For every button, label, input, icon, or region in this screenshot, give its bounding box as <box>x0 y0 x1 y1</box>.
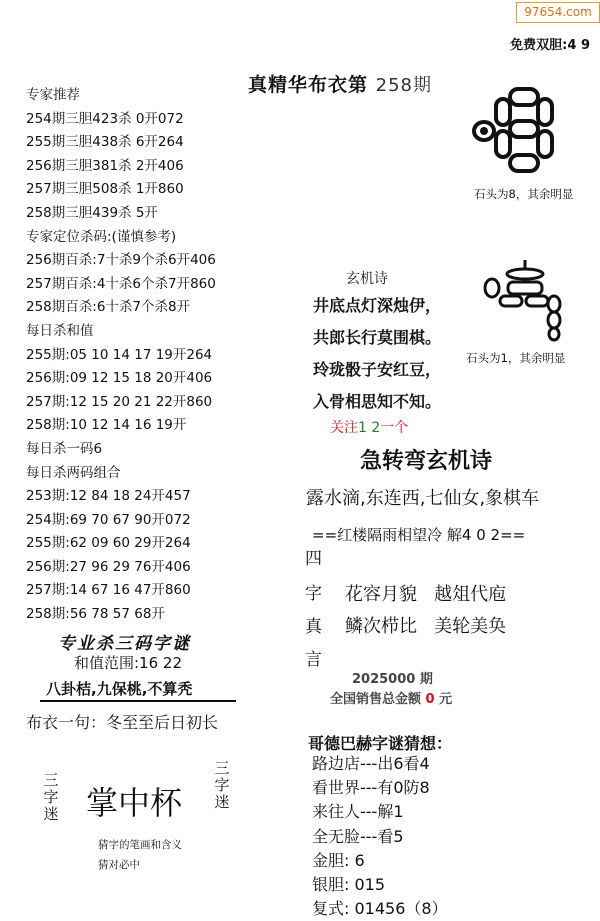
poem-lines <box>313 290 441 418</box>
four-char-row-1 <box>345 580 506 606</box>
left-line-0: 专家推荐 <box>26 87 80 103</box>
follow-post: 一个 <box>380 420 409 436</box>
sales-total <box>330 688 452 707</box>
goedel-line-6: 复式: 01456（8） <box>312 899 448 919</box>
four-char-a2: 越俎代庖 <box>434 584 507 605</box>
sales-issue: 2025000 期 <box>352 672 433 687</box>
poem-heading: 玄机诗 <box>346 271 388 287</box>
left-line-14: 258期:10 12 14 16 19开 <box>26 417 187 434</box>
left-line-12: 256期:09 12 15 18 20开406 <box>26 370 213 387</box>
title-main: 真精华布衣第 <box>248 74 369 96</box>
page-title <box>248 70 432 97</box>
goedel-lines <box>312 752 448 921</box>
stone-puzzle-image-2 <box>480 258 575 343</box>
four-char-label-4: 言 <box>305 650 322 670</box>
four-char-label-2: 字 <box>305 584 322 604</box>
left-line-5: 258期三胆439杀 5开 <box>26 204 158 221</box>
sales-text: 全国销售总金额 <box>330 692 422 707</box>
buyi-sentence: 布衣一句：冬至至后日初长 <box>26 713 219 732</box>
sales-amount: 0 <box>425 692 435 707</box>
left-line-8: 257期百杀:4十杀6个杀7开860 <box>26 275 216 292</box>
left-line-3: 256期三胆381杀 2开406 <box>26 157 184 174</box>
hezhi-range: 和值范围:16 22 <box>74 654 182 672</box>
follow-pre: 关注 <box>330 420 358 436</box>
follow-num: 1 2 <box>358 420 381 436</box>
left-line-4: 257期三胆508杀 1开860 <box>26 181 184 198</box>
stone-puzzle-image-1 <box>470 85 570 180</box>
left-line-16: 每日杀两码组合 <box>26 464 121 481</box>
goedel-line-1: 看世界---有0防8 <box>312 778 430 798</box>
four-char-label-3: 真 <box>305 617 322 637</box>
brush-title: 专业杀三码字谜 <box>58 634 191 654</box>
stone2-caption: 石头为1，其余明显 <box>466 351 566 365</box>
riddle-poem-title: 急转弯玄机诗 <box>360 449 493 474</box>
left-line-11: 255期:05 10 14 17 19开264 <box>26 346 213 363</box>
left-line-7: 256期百杀:7十杀9个杀6开406 <box>26 252 216 269</box>
poem-line-2: 玲珑骰子安红豆， <box>313 360 442 379</box>
left-line-18: 254期:69 70 67 90开072 <box>26 511 191 528</box>
four-char-a1: 花容月貌 <box>345 584 417 605</box>
left-line-2: 255期三胆438杀 6开264 <box>26 134 184 151</box>
left-line-19: 255期:62 09 60 29开264 <box>26 535 191 552</box>
stone1-caption: 石头为8，其余明显 <box>474 187 574 201</box>
left-line-6: 专家定位杀码:(谨慎参考) <box>26 228 177 245</box>
poem-line-3: 入骨相思知不知。 <box>313 392 442 411</box>
left-line-9: 258期百杀:6十杀7个杀8开 <box>26 299 191 316</box>
title-issue: 258期 <box>375 75 432 96</box>
left-line-20: 256期:27 96 29 76开406 <box>26 558 191 575</box>
side-label-right: 三字迷 <box>214 759 230 811</box>
divider <box>40 700 236 702</box>
left-stats-list <box>26 84 216 627</box>
left-line-21: 257期:14 67 16 47开860 <box>26 582 191 599</box>
four-char-row-2 <box>345 612 506 638</box>
goedel-heading: 哥德巴赫字谜猜想： <box>308 734 453 753</box>
left-line-13: 257期:12 15 20 21 22开860 <box>26 393 213 410</box>
dream-line: ==红楼隔雨相望冷 解4 0 2== <box>312 526 526 544</box>
left-line-22: 258期:56 78 57 68开 <box>26 606 165 623</box>
free-double-pick: 免费双胆:4 9 <box>510 38 590 53</box>
four-char-b2: 美轮美奂 <box>434 616 507 637</box>
goedel-line-0: 路边店---出6看4 <box>312 754 430 773</box>
left-line-17: 253期:12 84 18 24开457 <box>26 488 191 505</box>
hint-1: 猜字的笔画和含义 <box>98 839 182 851</box>
riddle-poem-line: 露水滴,东连西,七仙女,象棋车 <box>306 488 540 509</box>
site-watermark[interactable]: 97654.com <box>516 2 600 23</box>
riddle-big-word: 掌中杯 <box>86 784 183 822</box>
sales-unit: 元 <box>439 692 453 707</box>
left-line-10: 每日杀和值 <box>26 322 94 339</box>
goedel-line-2: 来往人---解1 <box>312 802 404 822</box>
poem-line-0: 井底点灯深烛伊， <box>313 296 442 315</box>
left-line-1: 254期三胆423杀 0开072 <box>26 110 184 127</box>
four-char-b1: 鳞次栉比 <box>345 616 417 637</box>
goedel-line-5: 银胆: 015 <box>312 874 386 894</box>
follow-line <box>330 417 408 437</box>
left-line-15: 每日杀一码6 <box>26 440 103 457</box>
four-char-label-1: 四 <box>305 549 322 569</box>
goedel-line-4: 金胆: 6 <box>312 850 365 870</box>
goedel-line-3: 全无脸---看5 <box>312 826 404 846</box>
poem-line-1: 共郎长行莫围棋。 <box>313 328 442 347</box>
side-label-left: 三字迷 <box>43 771 59 823</box>
hint-2: 猜对必中 <box>98 859 140 871</box>
bagua-line: 八卦桔,九保桃,不算秃 <box>46 680 193 698</box>
